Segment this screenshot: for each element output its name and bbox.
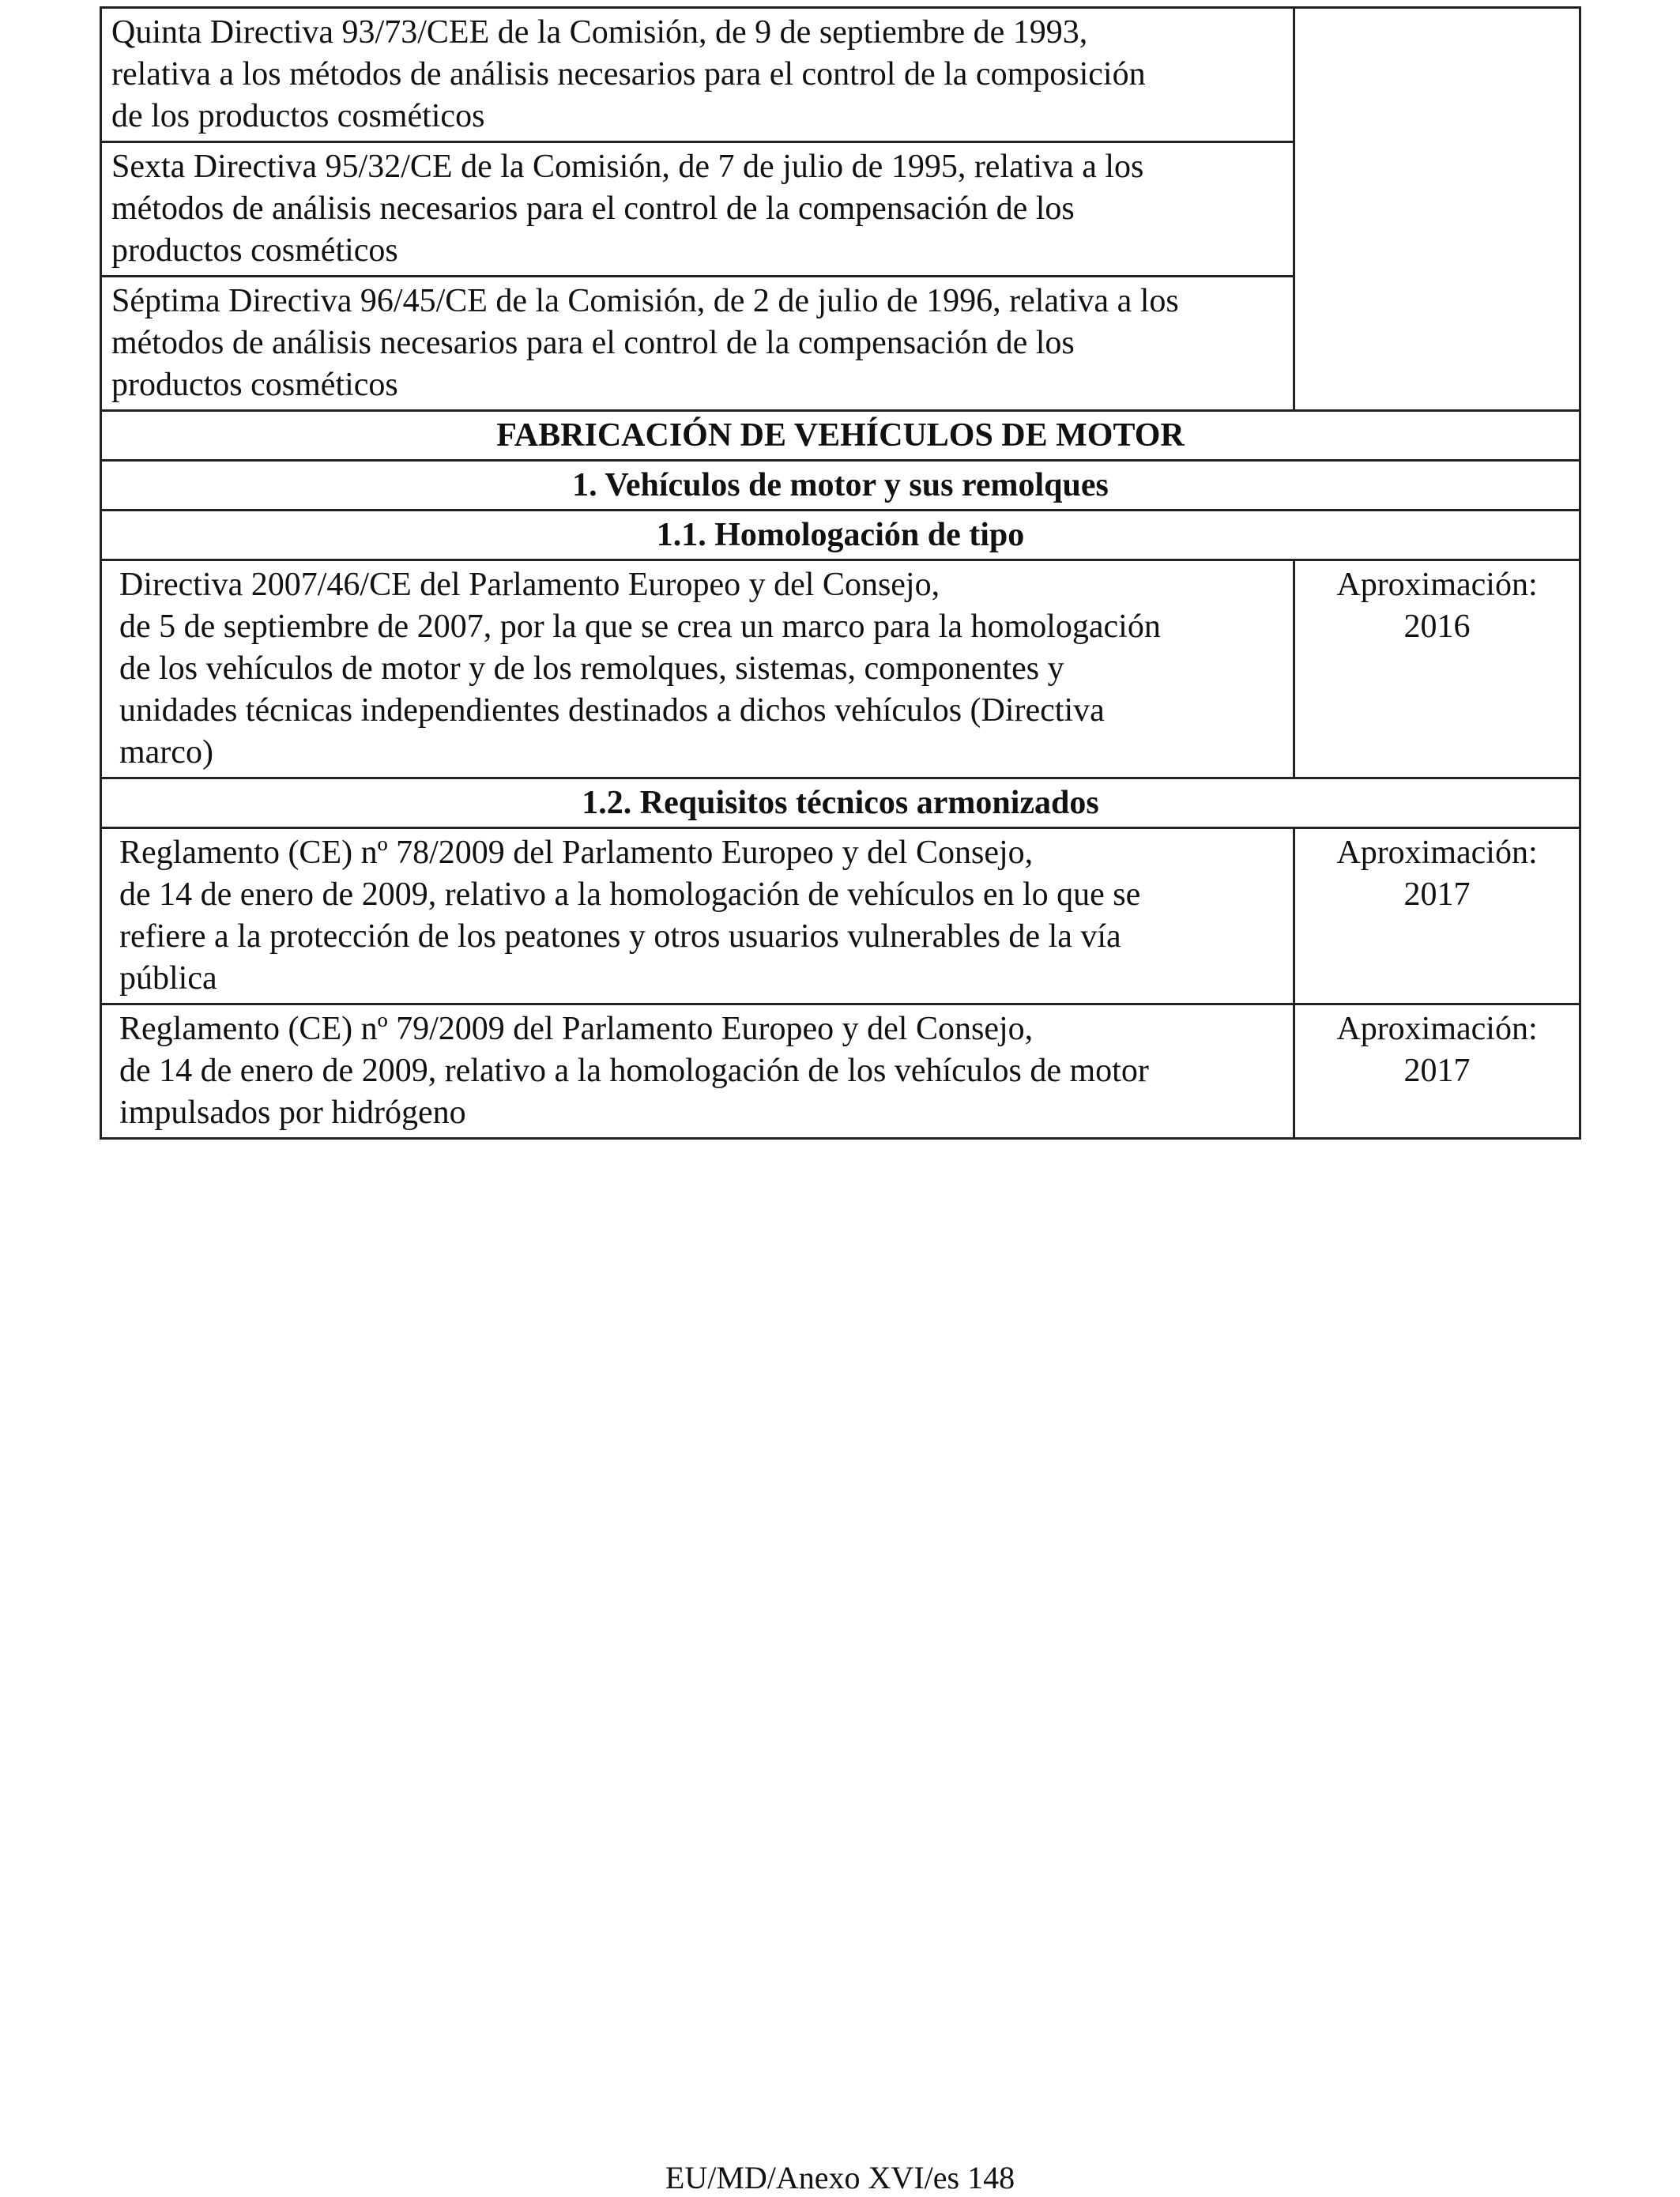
directive-cell [101, 8, 1294, 142]
section-heading-row [101, 411, 1580, 461]
subsection-heading-row [101, 461, 1580, 511]
text-line: unidades técnicas independientes destinados a dichos vehículos (Directiva [119, 692, 1105, 729]
status-cell [1294, 560, 1580, 778]
text-line: relativa a los métodos de análisis necesarios para el control de la composición [111, 56, 1146, 92]
text-line: de los productos cosméticos [111, 98, 485, 134]
text-line: Quinta Directiva 93/73/CEE de la Comisión, de 9 de septiembre de 1993, [111, 14, 1088, 51]
text-line: productos cosméticos [111, 232, 398, 269]
table-row [101, 828, 1580, 1004]
text-line: métodos de análisis necesarios para el control de la compensación de los [111, 190, 1075, 227]
status-year: 2016 [1403, 609, 1471, 645]
table-row [101, 1004, 1580, 1139]
text-line: productos cosméticos [111, 367, 398, 403]
status-year: 2017 [1403, 876, 1471, 913]
text-line: marco) [119, 734, 213, 771]
text-line: de 14 de enero de 2009, relativo a la homologación de vehículos en lo que se [119, 876, 1141, 913]
text-line: Reglamento (CE) nº 78/2009 del Parlamento Europeo y del Consejo, [119, 835, 1034, 871]
directive-cell [101, 142, 1294, 277]
status-label: Aproximación: [1336, 1011, 1538, 1047]
text-line: pública [119, 960, 217, 997]
subheading-requisitos: 1.2. Requisitos técnicos armonizados [101, 778, 1580, 828]
subsection-heading: 1. Vehículos de motor y sus remolques [101, 461, 1580, 511]
directive-cell [101, 277, 1294, 411]
section-heading: FABRICACIÓN DE VEHÍCULOS DE MOTOR [101, 411, 1580, 461]
directive-cell [101, 560, 1294, 778]
status-label: Aproximación: [1336, 567, 1538, 603]
text-line: refiere a la protección de los peatones y otros usuarios vulnerables de la vía [119, 918, 1121, 955]
text-line: Directiva 2007/46/CE del Parlamento Europeo y del Consejo, [119, 567, 940, 603]
text-line: métodos de análisis necesarios para el control de la compensación de los [111, 325, 1075, 361]
text-line: impulsados por hidrógeno [119, 1095, 466, 1131]
status-cell-empty [1294, 8, 1580, 411]
subheading-homologacion: 1.1. Homologación de tipo [101, 511, 1580, 560]
regulation-cell [101, 1004, 1294, 1139]
subheading-row [101, 778, 1580, 828]
regulation-cell [101, 828, 1294, 1004]
subheading-row [101, 511, 1580, 560]
text-line: Reglamento (CE) nº 79/2009 del Parlamento Europeo y del Consejo, [119, 1011, 1034, 1047]
table-row [101, 8, 1580, 142]
page-footer-reference: EU/MD/Anexo XVI/es 148 [665, 2160, 1015, 2195]
text-line: de 14 de enero de 2009, relativo a la homologación de los vehículos de motor [119, 1053, 1149, 1089]
status-year: 2017 [1403, 1053, 1471, 1089]
text-line: Sexta Directiva 95/32/CE de la Comisión, de 7 de julio de 1995, relativa a los [111, 149, 1144, 185]
status-cell [1294, 828, 1580, 1004]
text-line: de 5 de septiembre de 2007, por la que se crea un marco para la homologación [119, 609, 1161, 645]
status-cell [1294, 1004, 1580, 1139]
status-label: Aproximación: [1336, 835, 1538, 871]
table-row [101, 560, 1580, 778]
text-line: de los vehículos de motor y de los remolques, sistemas, componentes y [119, 650, 1064, 687]
annex-table [100, 6, 1581, 1140]
text-line: Séptima Directiva 96/45/CE de la Comisión, de 2 de julio de 1996, relativa a los [111, 283, 1179, 319]
